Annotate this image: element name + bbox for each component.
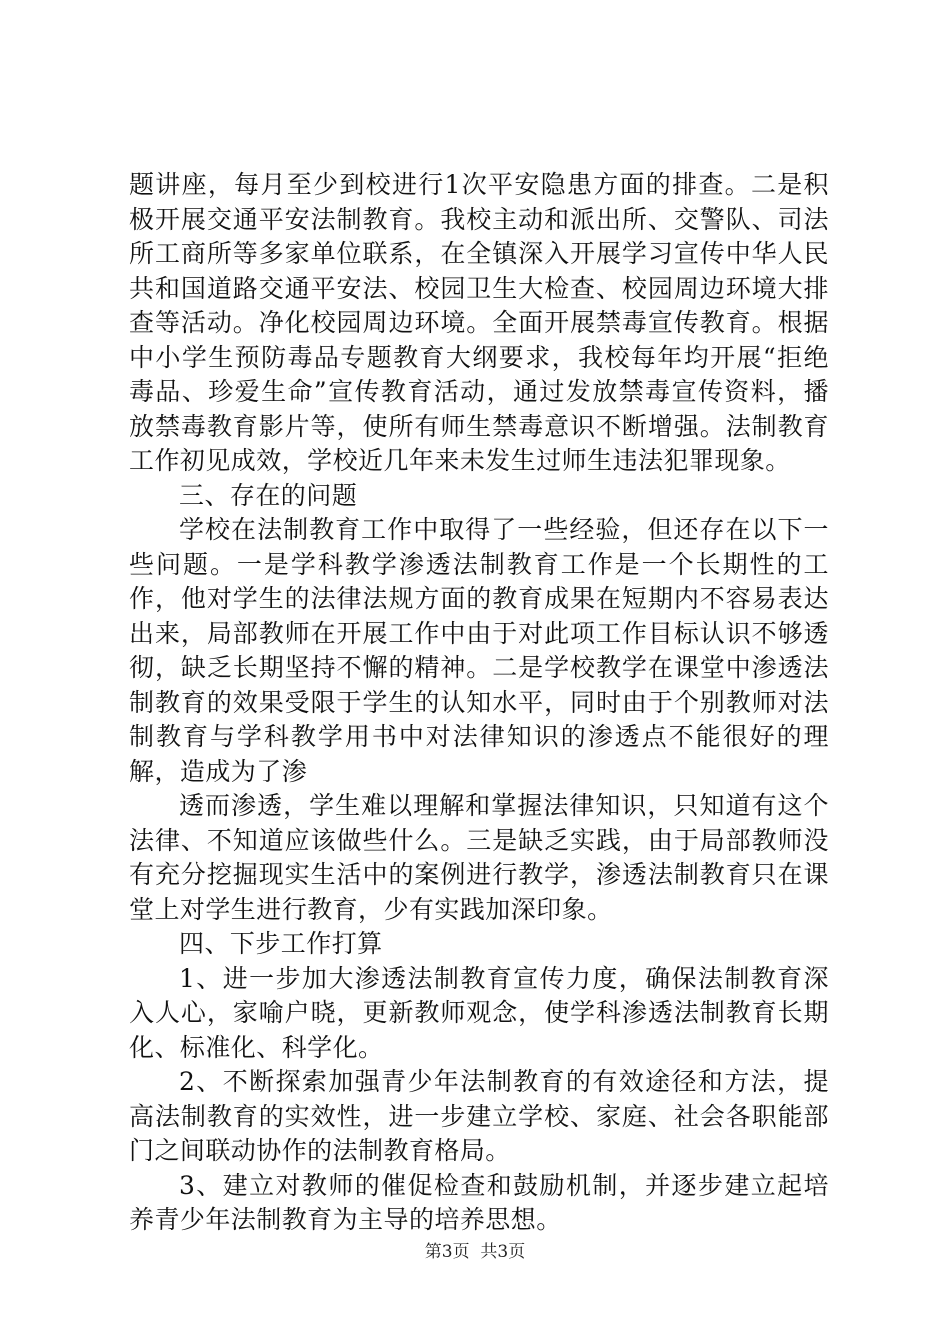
page-number-indicator: 第3页 共3页 bbox=[424, 1242, 526, 1262]
paragraph-plan-item-2: 2、不断探索加强青少年法制教育的有效途径和方法，提高法制教育的实效性，进一步建立学校、家庭、社会各职能部门之间联动协作的法制教育格局。 bbox=[129, 1067, 829, 1165]
section-heading-existing-problems: 三、存在的问题 bbox=[179, 480, 358, 510]
page-footer bbox=[0, 1241, 950, 1263]
paragraph-safety-education: 题讲座，每月至少到校进行1次平安隐患方面的排查。二是积极开展交通平安法制教育。我校主动和派出所、交警队、司法所工商所等多家单位联系，在全镇深入开展学习宣传中华人民共和国道路交通平安法、校园卫生大检查、校园周边环境大排查等活动。净化校园周边环境。全面开展禁毒宣传教育。根据中小学生预防毒品专题教育大纲要求，我校每年均开展“拒绝毒品、珍爱生命”宣传教育活动，通过发放禁毒宣传资料，播放禁毒教育影片等，使所有师生禁毒意识不断增强。法制教育工作初见成效，学校近几年来未发生过师生违法犯罪现象。 bbox=[129, 170, 829, 475]
paragraph-problems-part-2: 透而渗透，学生难以理解和掌握法律知识，只知道有这个法律、不知道应该做些什么。三是缺乏实践，由于局部教师没有充分挖掘现实生活中的案例进行教学，渗透法制教育只在课堂上对学生进行教育，少有实践加深印象。 bbox=[129, 791, 829, 924]
paragraph-plan-item-3: 3、建立对教师的催促检查和鼓励机制，并逐步建立起培养青少年法制教育为主导的培养思想。 bbox=[129, 1170, 829, 1234]
section-heading-next-steps: 四、下步工作打算 bbox=[179, 929, 383, 958]
paragraph-problems-part-1: 学校在法制教育工作中取得了一些经验，但还存在以下一些问题。一是学科教学渗透法制教育工作是一个长期性的工作，他对学生的法律法规方面的教育成果在短期内不容易表达出来，局部教师在开展工作中由于对此项工作目标认识不够透彻，缺乏长期坚持不懈的精神。二是学校教学在课堂中渗透法制教育的效果受限于学生的认知水平，同时由于个别教师对法制教育与学科教学用书中对法律知识的渗透点不能很好的理解，造成为了渗 bbox=[129, 515, 829, 786]
document-body bbox=[129, 168, 829, 1238]
paragraph-plan-item-1: 1、进一步加大渗透法制教育宣传力度，确保法制教育深入人心，家喻户晓，更新教师观念，使学科渗透法制教育长期化、标准化、科学化。 bbox=[129, 963, 829, 1062]
